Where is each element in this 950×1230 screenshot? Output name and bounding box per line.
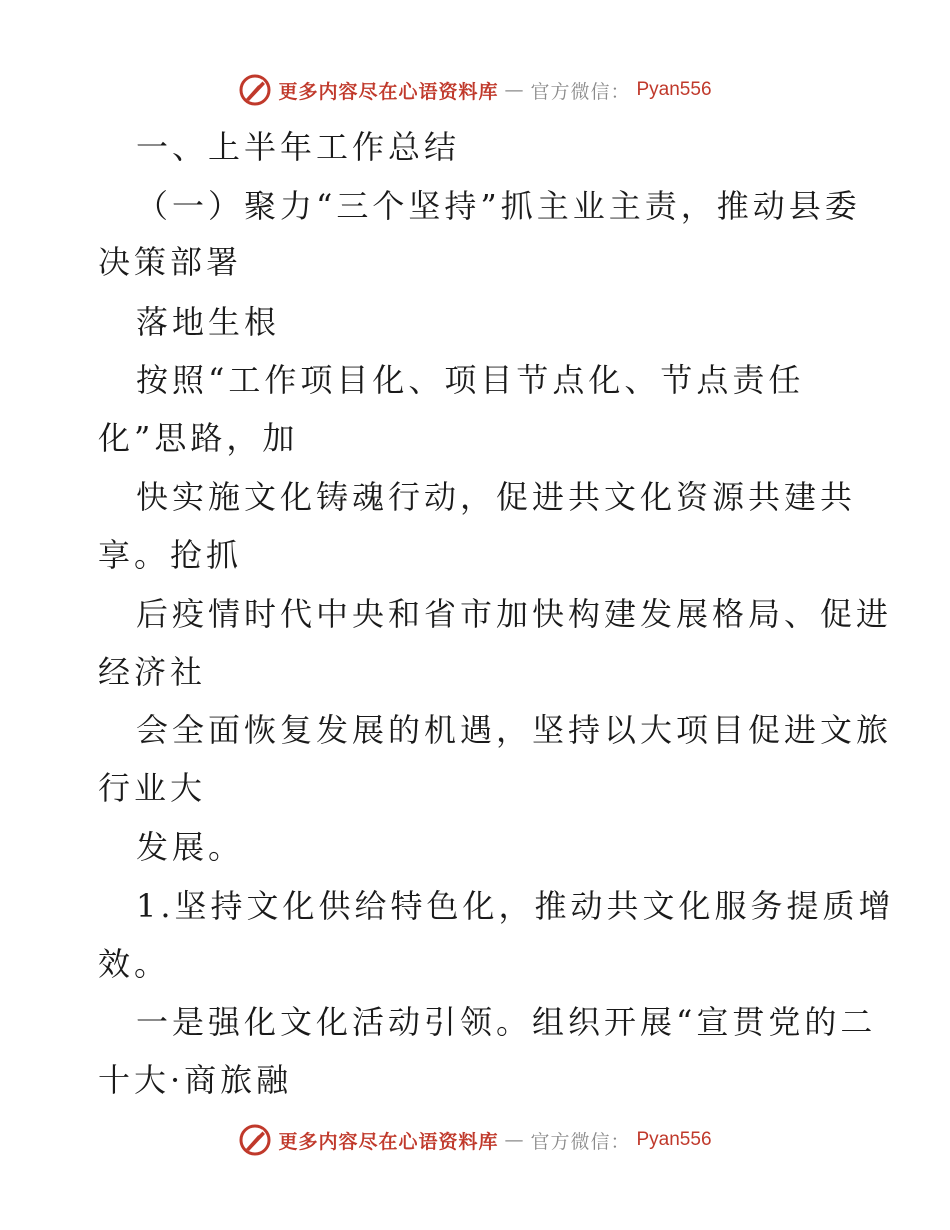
footer-watermark-banner: [0, 1120, 950, 1160]
banner-wechat-id: Pyan556: [636, 79, 712, 100]
paragraph-line: 行业大: [98, 769, 207, 807]
paragraph-line: 享。抢抓: [98, 536, 243, 574]
paragraph-line: 决策部署: [98, 243, 243, 281]
paragraph-line: 一是强化文化活动引领。组织开展“宣贯党的二: [136, 1003, 877, 1041]
section-heading: 一、上半年工作总结: [136, 128, 461, 166]
paragraph-line: 按照“工作项目化、项目节点化、节点责任: [136, 361, 805, 399]
paragraph-line: 经济社: [98, 653, 207, 691]
banner-separator: —: [504, 1129, 525, 1151]
paragraph-line: 快实施文化铸魂行动，促进共文化资源共建共: [136, 478, 857, 516]
paragraph-line: 会全面恢复发展的机遇，坚持以大项目促进文旅: [136, 711, 893, 749]
paragraph-line: 化”思路，加: [98, 419, 299, 457]
paragraph-line: 发展。: [136, 828, 245, 866]
banner-wechat-id: Pyan556: [636, 1129, 712, 1150]
banner-brand-text: 更多内容尽在心语资料库: [278, 1130, 499, 1153]
banner-wechat-label: 官方微信：: [530, 80, 631, 103]
paragraph-line: 效。: [98, 945, 171, 983]
paragraph-line: 落地生根: [136, 303, 281, 341]
quill-logo-icon: [238, 73, 272, 107]
paragraph-line: 十大·商旅融: [98, 1061, 293, 1099]
banner-separator: —: [504, 79, 525, 101]
quill-logo-icon: [238, 1123, 272, 1157]
banner-wechat-label: 官方微信：: [530, 1130, 631, 1153]
header-watermark-banner: [0, 70, 950, 110]
subsection-heading: 1.坚持文化供给特色化，推动共文化服务提质增: [136, 887, 895, 925]
paragraph-line: （一）聚力“三个坚持”抓主业主责，推动县委: [136, 187, 861, 225]
paragraph-line: 后疫情时代中央和省市加快构建发展格局、促进: [136, 595, 893, 633]
banner-brand-text: 更多内容尽在心语资料库: [278, 80, 499, 103]
